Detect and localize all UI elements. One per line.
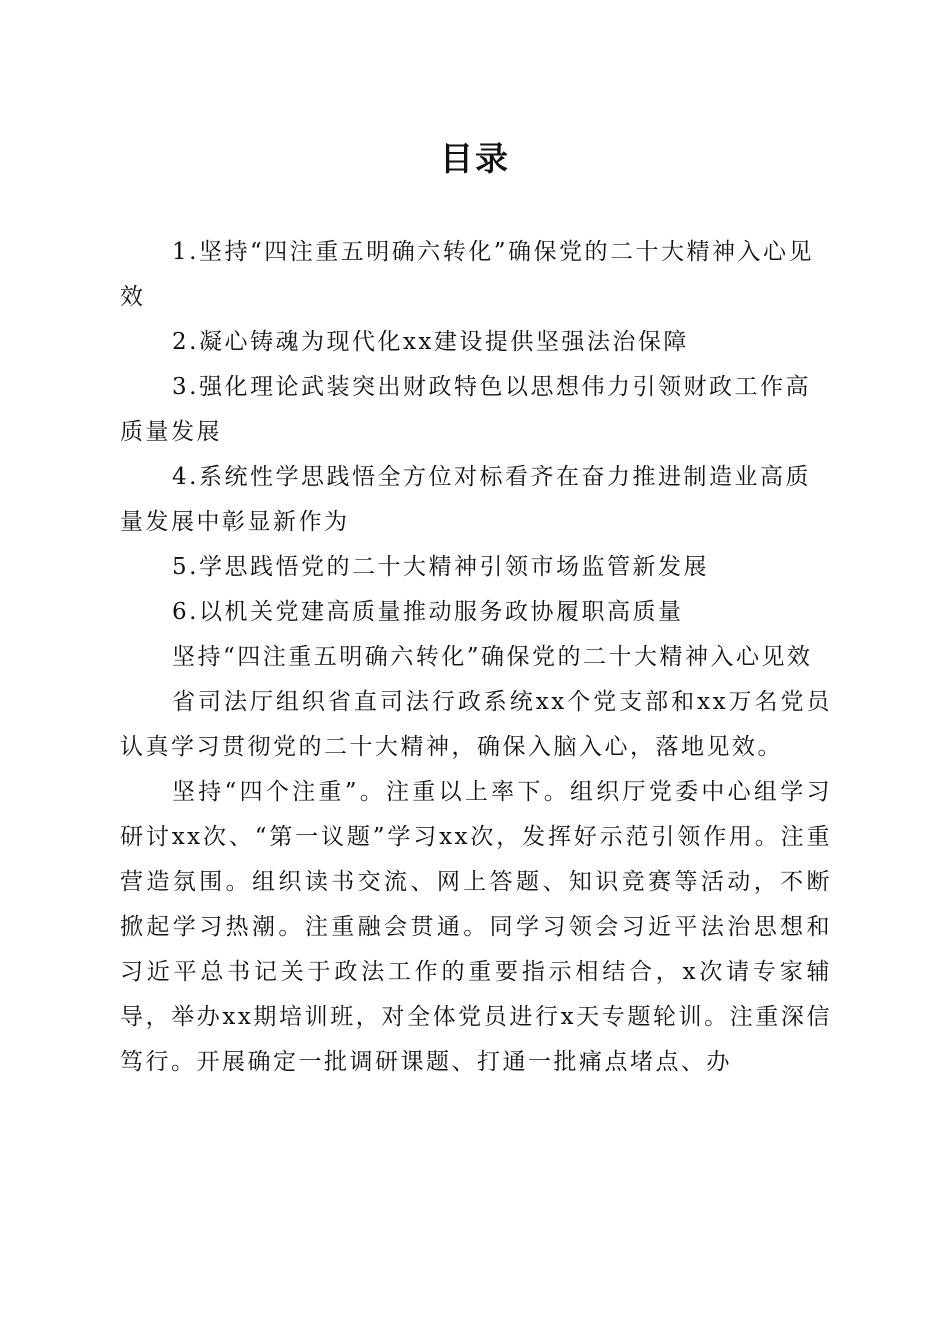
toc-item-2: 2.凝心铸魂为现代化xx建设提供坚强法治保障 <box>172 329 689 355</box>
page-title: 目录 <box>440 139 510 178</box>
paragraph-intro: 省司法厅组织省直司法行政系统xx个党支部和xx万名党员认真学习贯彻党的二十大精神，确保入脑入心，落地见效。 <box>120 689 832 760</box>
document-body <box>120 230 832 1085</box>
paragraph-four-emphases: 坚持“四个注重”。注重以上率下。组织厅党委中心组学习研讨xx次、“第一议题”学习xx次，发挥好示范引领作用。注重营造氛围。组织读书交流、网上答题、知识竞赛等活动，不断掀起学习热潮。注重融会贯通。同学习领会习近平法治思想和习近平总书记关于政法工作的重要指示相结合，x次请专家辅导，举办xx期培训班，对全体党员进行x天专题轮训。注重深信笃行。开展确定一批调研课题、打通一批痛点堵点、办 <box>120 779 832 1075</box>
toc-item-6: 6.以机关党建高质量推动服务政协履职高质量 <box>172 599 684 625</box>
toc-item-5: 5.学思践悟党的二十大精神引领市场监管新发展 <box>172 554 709 580</box>
toc-item-4: 4.系统性学思践悟全方位对标看齐在奋力推进制造业高质量发展中彰显新作为 <box>120 464 811 535</box>
section-title: 坚持“四注重五明确六转化”确保党的二十大精神入心见效 <box>172 644 813 670</box>
toc-item-3: 3.强化理论武装突出财政特色以思想伟力引领财政工作高质量发展 <box>120 374 811 445</box>
toc-item-1: 1.坚持“四注重五明确六转化”确保党的二十大精神入心见效 <box>120 239 814 310</box>
